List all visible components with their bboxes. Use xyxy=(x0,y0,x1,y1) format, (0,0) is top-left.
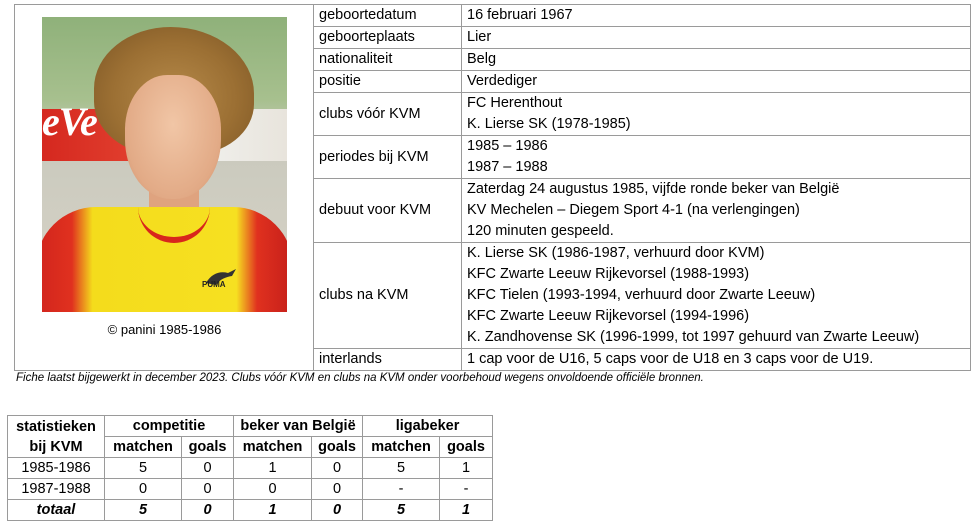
subheader: goals xyxy=(182,437,234,458)
total-cell: 5 xyxy=(105,500,182,521)
stat-cell: 0 xyxy=(182,479,234,500)
subheader: goals xyxy=(312,437,363,458)
stat-cell: 1 xyxy=(234,458,312,479)
subheader: goals xyxy=(440,437,493,458)
profile-label: interlands xyxy=(314,349,462,371)
group-header-beker: beker van België xyxy=(234,416,363,437)
subheader: matchen xyxy=(234,437,312,458)
player-photo xyxy=(42,17,287,312)
subheader: matchen xyxy=(105,437,182,458)
profile-label: debuut voor KVM xyxy=(314,179,462,243)
subheader: matchen xyxy=(363,437,440,458)
photo-cell xyxy=(15,5,314,371)
stat-cell: 5 xyxy=(363,458,440,479)
profile-value: FC Herenthout K. Lierse SK (1978-1985) xyxy=(462,93,971,136)
profile-label: geboortedatum xyxy=(314,5,462,27)
stat-cell: 0 xyxy=(105,479,182,500)
total-cell: 0 xyxy=(182,500,234,521)
profile-value: Verdediger xyxy=(462,71,971,93)
season-cell: 1985-1986 xyxy=(8,458,105,479)
stat-cell: - xyxy=(363,479,440,500)
shirt-brand-text: PUMA xyxy=(202,280,226,289)
stat-cell: - xyxy=(440,479,493,500)
total-cell: 0 xyxy=(312,500,363,521)
total-cell: 5 xyxy=(363,500,440,521)
table-row xyxy=(8,479,493,500)
profile-label: periodes bij KVM xyxy=(314,136,462,179)
profile-label: clubs na KVM xyxy=(314,243,462,349)
stat-cell: 0 xyxy=(312,458,363,479)
stat-cell: 1 xyxy=(440,458,493,479)
player-face xyxy=(125,75,221,199)
total-cell: 1 xyxy=(234,500,312,521)
profile-label: positie xyxy=(314,71,462,93)
profile-value: 1 cap voor de U16, 5 caps voor de U18 en 3 caps voor de U19. xyxy=(462,349,971,371)
footnote: Fiche laatst bijgewerkt in december 2023. Clubs vóór KVM en clubs na KVM onder voorbehoud wegens onvoldoende officiële bronnen. xyxy=(16,372,704,384)
profile-value: K. Lierse SK (1986-1987, verhuurd door KVM) KFC Zwarte Leeuw Rijkevorsel (1988-1993) KFC Tielen (1993-1994, verhuurd door Zwarte Leeuw) KFC Zwarte Leeuw Rijkevorsel (1994-1996) K. Zandhovense SK (1996-1999, tot 1997 gehuurd van Zwarte Leeuw) xyxy=(462,243,971,349)
profile-label: clubs vóór KVM xyxy=(314,93,462,136)
stats-corner-header: statistieken bij KVM xyxy=(8,416,105,458)
season-cell: 1987-1988 xyxy=(8,479,105,500)
photo-caption: © panini 1985-1986 xyxy=(107,322,222,337)
group-header-ligabeker: ligabeker xyxy=(363,416,493,437)
profile-value: 16 februari 1967 xyxy=(462,5,971,27)
statistics-table xyxy=(7,415,493,521)
profile-label: nationaliteit xyxy=(314,49,462,71)
group-header-competitie: competitie xyxy=(105,416,234,437)
stat-cell: 0 xyxy=(312,479,363,500)
stat-cell: 5 xyxy=(105,458,182,479)
profile-value: Lier xyxy=(462,27,971,49)
profile-value: Belg xyxy=(462,49,971,71)
stat-cell: 0 xyxy=(234,479,312,500)
stat-cell: 0 xyxy=(182,458,234,479)
profile-value: 1985 – 1986 1987 – 1988 xyxy=(462,136,971,179)
profile-value: Zaterdag 24 augustus 1985, vijfde ronde beker van België KV Mechelen – Diegem Sport 4-1 (na verlengingen) 120 minuten gespeeld. xyxy=(462,179,971,243)
total-label: totaal xyxy=(8,500,105,521)
table-row xyxy=(8,458,493,479)
total-cell: 1 xyxy=(440,500,493,521)
profile-label: geboorteplaats xyxy=(314,27,462,49)
banner-text: eVe xyxy=(42,99,97,144)
puma-logo-icon xyxy=(202,267,240,295)
player-profile-table xyxy=(14,4,971,371)
total-row xyxy=(8,500,493,521)
